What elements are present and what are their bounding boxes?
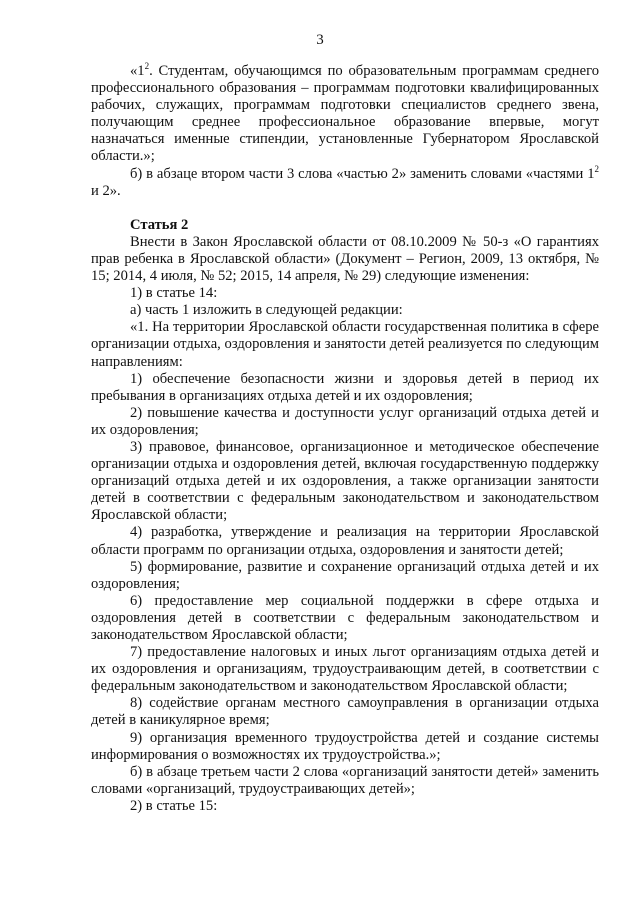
- article-heading: Статья 2: [130, 216, 189, 233]
- list-item: 9) организация временного трудоустройства детей и создание системы информирования о возможностях их трудоустройства.»;: [91, 729, 599, 763]
- superscript: 2: [144, 61, 150, 72]
- paragraph: 1) в статье 14:: [130, 285, 218, 302]
- superscript: 2: [594, 163, 599, 174]
- list-item: 6) предоставление мер социальной поддержки в сфере отдыха и оздоровления детей в соответствии с федеральным законодательством и законодательством Ярославской области;: [91, 592, 599, 643]
- text-run: . Студентам, обучающимся по образовательным программам среднего профессионального образования – программам подготовки квалифицированных рабочих, служащих, программам подготовки специалистов среднего звена, получающим среднее профессиональное образование впервые, могут назначаться именные стипендии, установленные Губернатором Ярославской области.»;: [91, 63, 599, 165]
- list-item: 2) повышение качества и доступности услуг организаций отдыха детей и их оздоровления;: [91, 404, 599, 438]
- list-item: 1) обеспечение безопасности жизни и здоровья детей в период их пребывания в организациях отдыха детей и их оздоровления;: [91, 370, 599, 404]
- paragraph-stipend: [91, 63, 599, 166]
- page-number: 3: [316, 32, 324, 48]
- list-item: 8) содействие органам местного самоуправления в организации отдыха детей в каникулярное время;: [91, 695, 599, 729]
- text-run: б) в абзаце втором части 3 слова «частью 2» заменить словами «частями 1: [130, 165, 595, 182]
- list-item: 4) разработка, утверждение и реализация на территории Ярославской области программ по организации отдыха, оздоровления и занятости детей;: [91, 524, 599, 558]
- paragraph: Внести в Закон Ярославской области от 08.10.2009 № 50-з «О гарантиях прав ребенка в Ярославской области» (Документ – Регион, 2009, 13 октября, № 15; 2014, 4 июля, № 52; 2015, 14 апреля, № 29) следующие изменения:: [91, 233, 599, 285]
- document-body: [91, 63, 599, 815]
- paragraph: б) в абзаце третьем части 2 слова «организаций занятости детей» заменить словами «организаций, трудоустраивающих детей»;: [91, 763, 599, 797]
- paragraph: а) часть 1 изложить в следующей редакции:: [130, 302, 403, 319]
- list-item: 7) предоставление налоговых и иных льгот организациям отдыха детей и их оздоровления и организациям, трудоустраивающим детей, в соответствии с федеральным законодательством и законодательством Ярославской области;: [91, 644, 599, 695]
- paragraph: «1. На территории Ярославской области государственная политика в сфере организации отдыха, оздоровления и занятости детей реализуется по следующим направлениям:: [91, 319, 599, 370]
- paragraph-replace-words: [91, 163, 599, 200]
- text-run: «1: [130, 63, 145, 79]
- list-item: 3) правовое, финансовое, организационное и методическое обеспечение организации отдыха и оздоровления детей, включая государственную поддержку организаций отдыха детей и их оздоровления, а также организации занятости детей в соответствии с федеральным законодательством и законодательством Ярославской области;: [91, 438, 599, 524]
- text-run: и 2».: [91, 182, 121, 199]
- paragraph: 2) в статье 15:: [130, 797, 218, 814]
- list-item: 5) формирование, развитие и сохранение организаций отдыха детей и их оздоровления;: [91, 558, 599, 592]
